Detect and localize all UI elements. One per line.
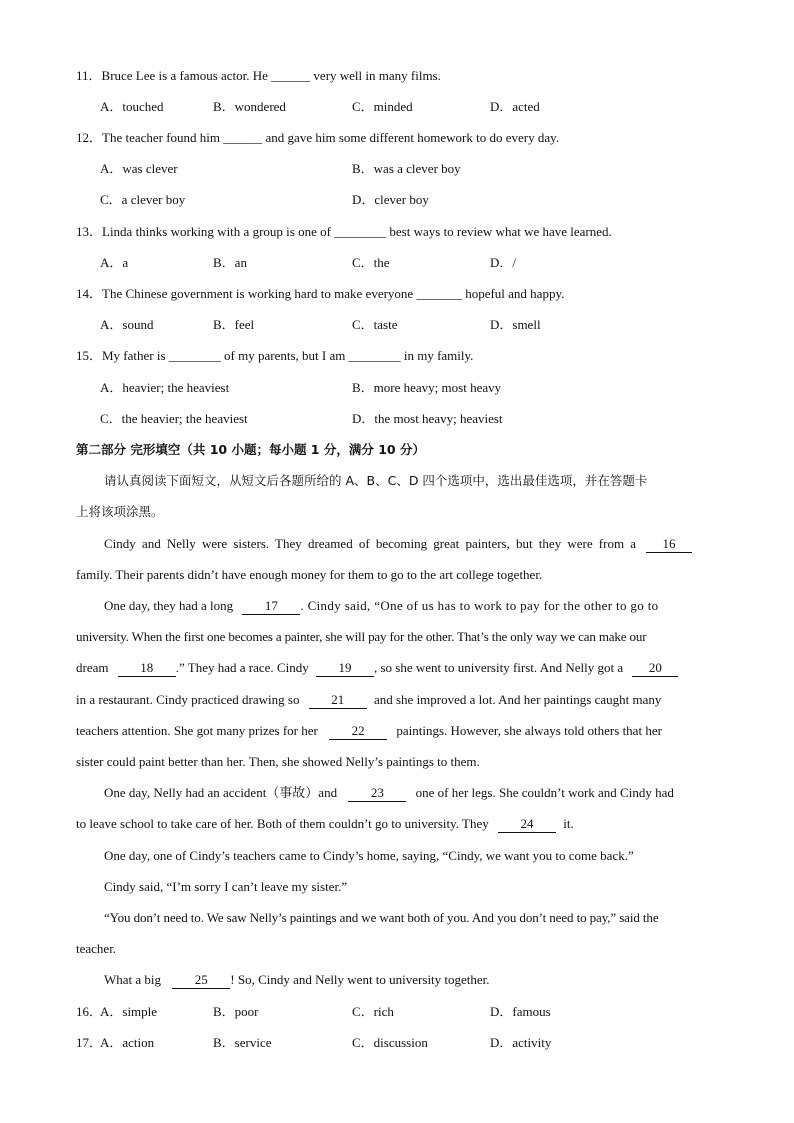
option-c: C．taste — [352, 317, 398, 332]
question-16-options — [76, 1002, 720, 1022]
section-2-title: 第二部分 完形填空（共 10 小题；每小题 1 分，满分 10 分） — [76, 442, 425, 457]
passage-line: teachers attention. She got many prizes for her 22 paintings. However, she always told others that her — [76, 723, 662, 738]
blank-16: 16 — [646, 536, 692, 553]
option-d: D．the most heavy; heaviest — [352, 411, 503, 426]
section-2-instructions-line2: 上将该项涂黑。 — [76, 504, 164, 519]
question-12-options-row1 — [76, 159, 720, 179]
question-number: 17． — [76, 1035, 103, 1050]
blank-21: 21 — [309, 692, 367, 709]
blank-17: 17 — [242, 598, 300, 615]
blank-25: 25 — [172, 972, 230, 989]
option-d: D．famous — [490, 1004, 551, 1019]
passage-line: What a big 25 ! So, Cindy and Nelly went to university together. — [104, 972, 490, 987]
passage-line: One day, they had a long 17 . Cindy said, “One of us has to work to pay for the other to go to — [104, 598, 659, 613]
option-c: C．a clever boy — [100, 192, 186, 207]
passage-line: family. Their parents didn’t have enough money for them to go to the art college together. — [76, 567, 543, 582]
option-c: C．the heavier; the heaviest — [100, 411, 248, 426]
passage-line: in a restaurant. Cindy practiced drawing so 21 and she improved a lot. And her paintings caught many — [76, 692, 662, 707]
option-c: C．minded — [352, 99, 413, 114]
blank-22: 22 — [329, 723, 387, 740]
option-d: D．smell — [490, 317, 541, 332]
passage-line: university. When the first one becomes a painter, she will pay for the other. That’s the only way we can make our — [76, 629, 647, 644]
question-14-stem: 14．The Chinese government is working hard to make everyone _______ hopeful and happy. — [76, 286, 565, 301]
passage-line: dream 18 .” They had a race. Cindy 19 , so she went to university first. And Nelly got a 20 — [76, 658, 720, 678]
option-c: C．discussion — [352, 1035, 428, 1050]
option-d: D．/ — [490, 255, 517, 270]
blank-18: 18 — [118, 660, 176, 677]
option-a: A．heavier; the heaviest — [100, 380, 230, 395]
question-15-stem: 15．My father is ________ of my parents, but I am ________ in my family. — [76, 348, 474, 363]
blank-24: 24 — [498, 816, 556, 833]
blank-20: 20 — [632, 660, 678, 677]
section-2-instructions-line1: 请认真阅读下面短文，从短文后各题所给的 A、B、C、D 四个选项中，选出最佳选项，并在答题卡 — [104, 473, 648, 488]
passage-line: Cindy and Nelly were sisters. They dreamed of becoming great painters, but they were from a 16 — [76, 534, 720, 554]
option-c: C．rich — [352, 1004, 394, 1019]
option-a: A．touched — [100, 99, 164, 114]
passage-line: One day, Nelly had an accident（事故）and 23 one of her legs. She couldn’t work and Cindy had — [104, 785, 674, 800]
option-b: B．poor — [213, 1004, 259, 1019]
question-15-options-row1 — [76, 378, 720, 398]
option-a: A．a — [100, 255, 129, 270]
option-d: D．activity — [490, 1035, 552, 1050]
passage-line: One day, one of Cindy’s teachers came to Cindy’s home, saying, “Cindy, we want you to come back.” — [104, 848, 634, 863]
option-b: B．wondered — [213, 99, 286, 114]
option-b: B．more heavy; most heavy — [352, 380, 502, 395]
question-12-options-row2 — [76, 190, 720, 210]
question-11-options — [76, 97, 720, 117]
option-a: A．simple — [100, 1004, 158, 1019]
passage-line: to leave school to take care of her. Both of them couldn’t go to university. They 24 it. — [76, 816, 574, 831]
question-15-options-row2 — [76, 409, 720, 429]
question-12-stem: 12．The teacher found him ______ and gave him some different homework to do every day. — [76, 130, 560, 145]
option-b: B．service — [213, 1035, 272, 1050]
question-13-stem: 13．Linda thinks working with a group is one of ________ best ways to review what we have learned. — [76, 224, 612, 239]
question-14-options — [76, 315, 720, 335]
option-a: A．sound — [100, 317, 154, 332]
passage-line: sister could paint better than her. Then, she showed Nelly’s paintings to them. — [76, 754, 480, 769]
question-11-stem: 11．Bruce Lee is a famous actor. He ______ very well in many films. — [76, 68, 441, 83]
option-a: A．action — [100, 1035, 155, 1050]
blank-23: 23 — [348, 785, 406, 802]
passage-line: Cindy said, “I’m sorry I can’t leave my sister.” — [104, 879, 348, 894]
option-c: C．the — [352, 255, 390, 270]
passage-line: “You don’t need to. We saw Nelly’s paintings and we want both of you. And you don’t need to pay,” said the — [104, 910, 659, 925]
option-b: B．an — [213, 255, 247, 270]
passage-line: teacher. — [76, 941, 117, 956]
question-13-options — [76, 253, 720, 273]
option-b: B．was a clever boy — [352, 161, 461, 176]
option-b: B．feel — [213, 317, 255, 332]
question-number: 16． — [76, 1004, 103, 1019]
question-17-options — [76, 1033, 720, 1053]
option-a: A．was clever — [100, 161, 178, 176]
option-d: D．clever boy — [352, 192, 429, 207]
option-d: D．acted — [490, 99, 540, 114]
blank-19: 19 — [316, 660, 374, 677]
